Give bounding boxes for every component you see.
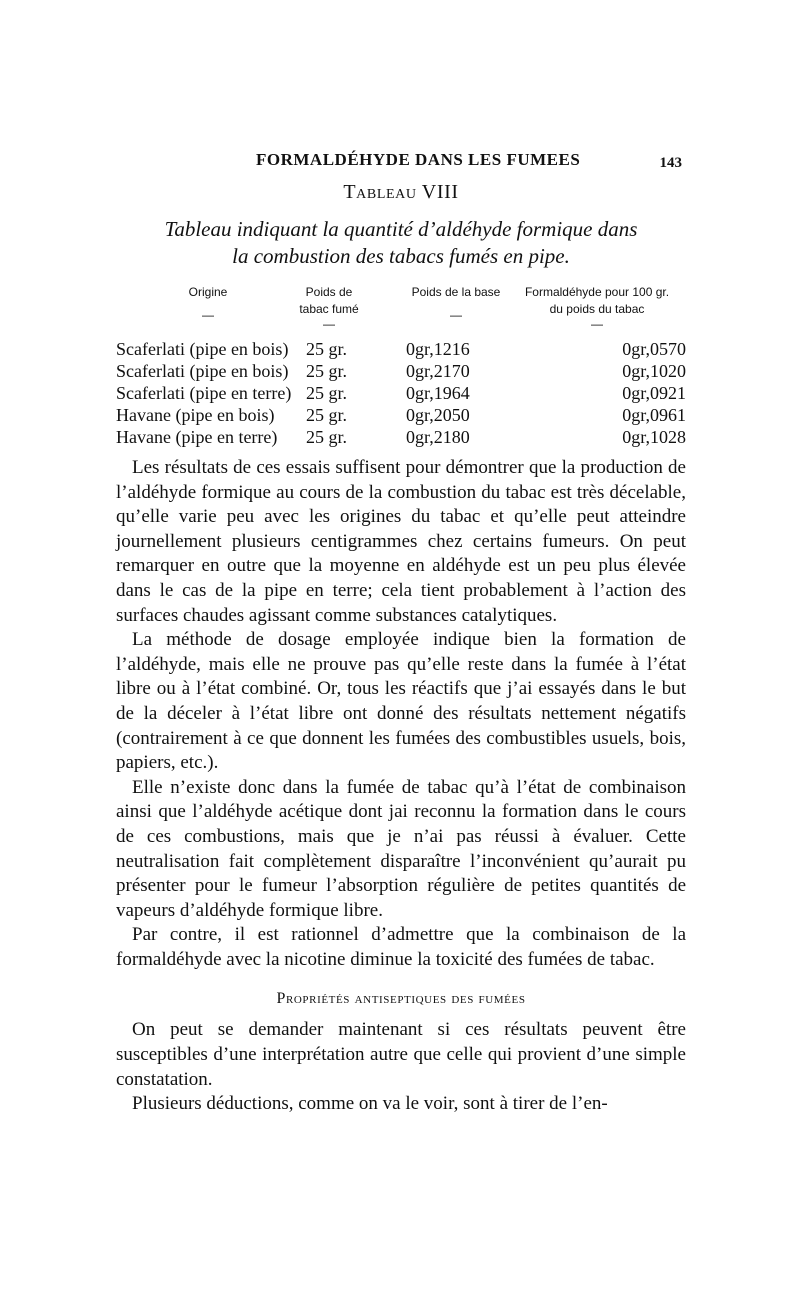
column-header-weight-line-1: Poids de [305,285,353,299]
cell-base: 0gr,2170 [406,361,470,381]
table-row [116,382,686,404]
section-text [116,1018,686,1116]
cell-origin: Scaferlati (pipe en bois) [116,361,289,381]
cell-base: 0gr,1964 [406,383,470,403]
cell-origin: Havane (pipe en terre) [116,427,278,447]
table-row [116,360,686,382]
book-page [116,140,686,1117]
page-number: 143 [659,155,682,171]
cell-weight: 25 gr. [306,383,348,403]
data-table [116,338,686,448]
body-text [116,456,686,972]
cell-weight: 25 gr. [306,339,348,359]
column-header-base [396,284,516,324]
column-header-formaldehyde [508,284,686,330]
cell-weight: 25 gr. [306,427,348,447]
column-header-weight-dash: — [323,317,335,331]
column-header-formaldehyde-dash: — [591,317,603,331]
cell-base: 0gr,2050 [406,405,470,425]
column-header-origin-label: Origine [188,285,228,299]
column-header-weight [284,284,374,330]
table-column-headers [116,284,686,332]
table-label: Tableau VIII [343,181,459,203]
paragraph-nicotine: Par contre, il est rationnel d’admettre que la combinaison de la formaldéhyde avec la nicotine diminue la toxicité des fumées de tabac. [116,924,686,970]
paragraph-combination: Elle n’existe donc dans la fumée de tabac qu’à l’état de combinaison ainsi que l’aldéhyde acétique dont jai reconnu la formation dans le cours de ces combustions, mais que je n’ai pas réussi à évaluer. Cette neutralisation fait complètement disparaître l’inconvénient qu’aurait pu présenter pour le fumeur l’absorption régulière de petites quantités de vapeurs d’aldéhyde formique libre. [116,776,686,921]
table-row [116,404,686,426]
cell-formaldehyde: 0gr,0570 [622,339,686,359]
paragraph-question: On peut se demander maintenant si ces résultats peuvent être susceptibles d’une interprétation autre que celle qui provient d’une simple constatation. [116,1019,686,1090]
cell-formaldehyde: 0gr,1028 [622,427,686,447]
cell-formaldehyde: 0gr,0961 [622,405,686,425]
cell-formaldehyde: 0gr,0921 [622,383,686,403]
table-caption-line-1: Tableau indiquant la quantité d’aldéhyde formique dans [164,217,638,241]
column-header-formaldehyde-line-1: Formaldéhyde pour 100 gr. [524,285,670,299]
cell-base: 0gr,1216 [406,339,470,359]
column-header-base-label: Poids de la base [411,285,501,299]
column-header-weight-line-2: tabac fumé [299,302,359,316]
cell-base: 0gr,2180 [406,427,470,447]
section-title: Propriétés antiseptiques des fumées [276,990,526,1008]
running-title: FORMALDÉHYDE DANS LES FUMEES [256,150,581,169]
cell-weight: 25 gr. [306,361,348,381]
running-head [116,140,686,174]
table-caption-line-2: la combustion des tabacs fumés en pipe. [232,244,570,268]
table-row [116,338,686,360]
column-header-base-dash: — [450,308,462,322]
column-header-origin [168,284,248,324]
column-header-formaldehyde-line-2: du poids du tabac [549,302,645,316]
cell-weight: 25 gr. [306,405,348,425]
table-caption [116,216,686,270]
cell-origin: Scaferlati (pipe en terre) [116,383,292,403]
paragraph-method: La méthode de dosage employée indique bien la formation de l’aldéhyde, mais elle ne prouve pas qu’elle reste dans la fumée à l’état libre ou à l’état combiné. Or, tous les réactifs que j’ai essayés dans le but de la déceler à l’état libre ont donné des résultats nettement négatifs (contrairement à ce que donnent les fumées des combustibles usuels, bois, papiers, etc.). [116,629,686,774]
paragraph-deductions: Plusieurs déductions, comme on va le voir, sont à tirer de l’en- [132,1093,608,1115]
column-header-origin-dash: — [202,308,214,322]
paragraph-results: Les résultats de ces essais suffisent pour démontrer que la production de l’aldéhyde formique au cours de la combustion du tabac est très décelable, qu’elle varie peu avec les origines du tabac et qu’elle peut atteindre journellement plusieurs centigrammes chez certains fumeurs. On peut remarquer en outre que la moyenne en aldéhyde est un peu plus élevée dans le cas de la pipe en terre; cela tient probablement à l’action des surfaces chaudes agissant comme substances catalytiques. [116,457,686,626]
cell-formaldehyde: 0gr,1020 [622,361,686,381]
cell-origin: Havane (pipe en bois) [116,405,275,425]
cell-origin: Scaferlati (pipe en bois) [116,339,289,359]
table-row [116,426,686,448]
